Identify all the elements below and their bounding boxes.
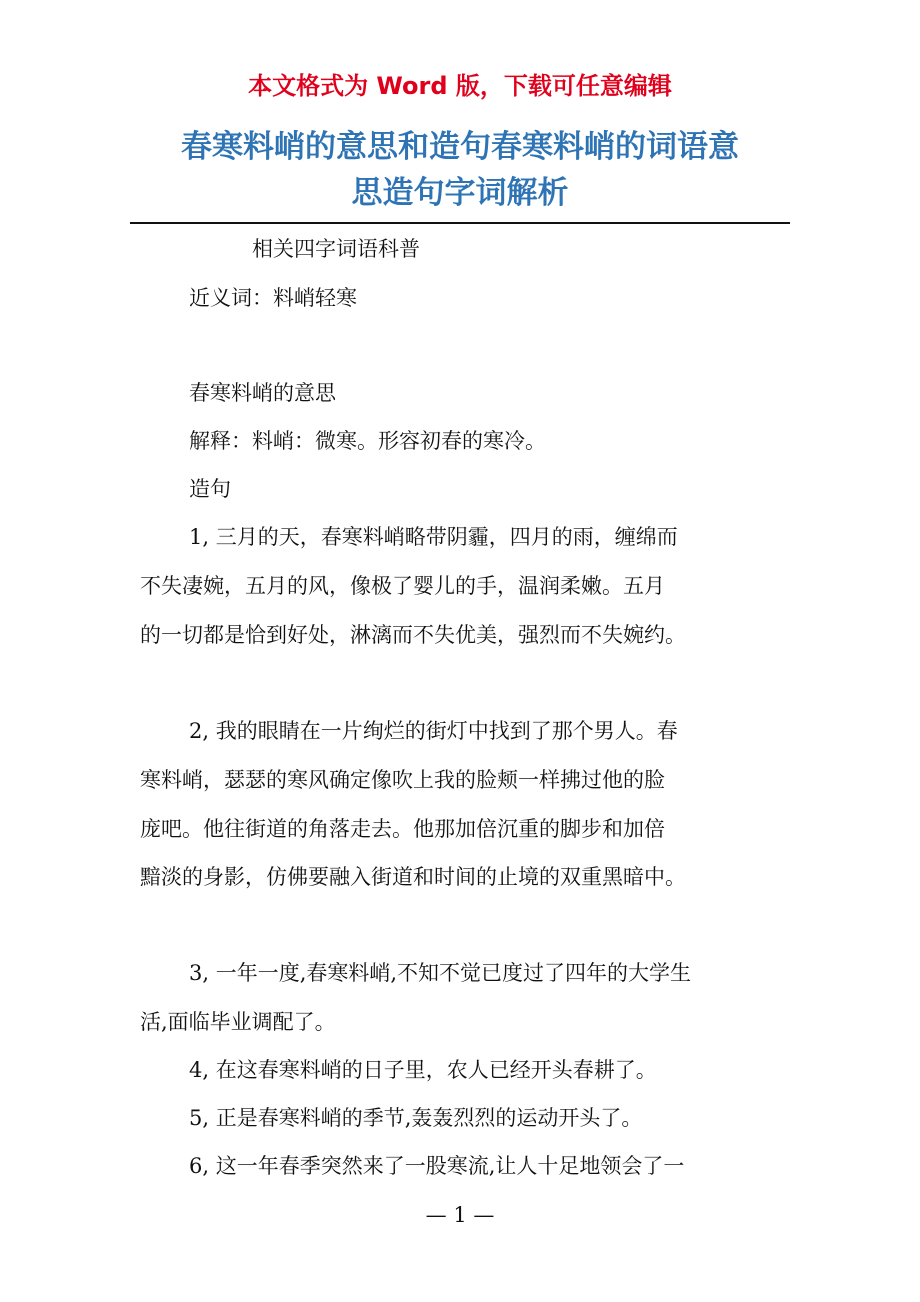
editable-notice-banner: 本文格式为 Word 版，下载可任意编辑: [248, 72, 672, 100]
title-line-2: 思造句字词解析: [351, 175, 569, 211]
synonym-line: 近义词：料峭轻寒: [189, 286, 357, 310]
sentence-1-line-2: 不失凄婉，五月的风，像极了婴儿的手，温润柔嫩。五月: [140, 574, 665, 598]
sentence-5-line-1: 5, 正是春寒料峭的季节,轰轰烈烈的运动开头了。: [189, 1106, 643, 1130]
sentence-4-line-1: 4, 在这春寒料峭的日子里，农人已经开头春耕了。: [189, 1058, 657, 1082]
title-line-1: 春寒料峭的意思和造句春寒料峭的词语意: [181, 129, 739, 165]
meaning-heading: 春寒料峭的意思: [189, 381, 336, 405]
document-title: [130, 124, 790, 216]
sentence-2-line-2: 寒料峭，瑟瑟的寒风确定像吹上我的脸颊一样拂过他的脸: [140, 768, 665, 792]
sentence-1-line-3: 的一切都是恰到好处，淋漓而不失优美，强烈而不失婉约。: [140, 623, 686, 647]
sentence-2-line-1: 2, 我的眼睛在一片绚烂的街灯中找到了那个男人。春: [189, 719, 678, 743]
sentence-3-line-1: 3, 一年一度,春寒料峭,不知不觉已度过了四年的大学生: [189, 961, 692, 985]
sentence-3-line-2: 活,面临毕业调配了。: [140, 1010, 336, 1034]
title-divider: [130, 222, 790, 224]
subtitle: 相关四字词语科普: [252, 237, 420, 261]
sentence-6-line-1: 6, 这一年春季突然来了一股寒流,让人十足地领会了一: [189, 1154, 685, 1178]
page-number: — 1 —: [425, 1203, 495, 1227]
sentence-2-line-3: 庞吧。他往街道的角落走去。他那加倍沉重的脚步和加倍: [140, 817, 665, 841]
sentence-1-line-1: 1, 三月的天，春寒料峭略带阴霾，四月的雨，缠绵而: [189, 525, 678, 549]
sentence-heading: 造句: [189, 477, 231, 501]
sentence-2-line-4: 黯淡的身影，仿佛要融入街道和时间的止境的双重黑暗中。: [140, 865, 686, 889]
explanation-line: 解释：料峭：微寒。形容初春的寒冷。: [189, 429, 546, 453]
